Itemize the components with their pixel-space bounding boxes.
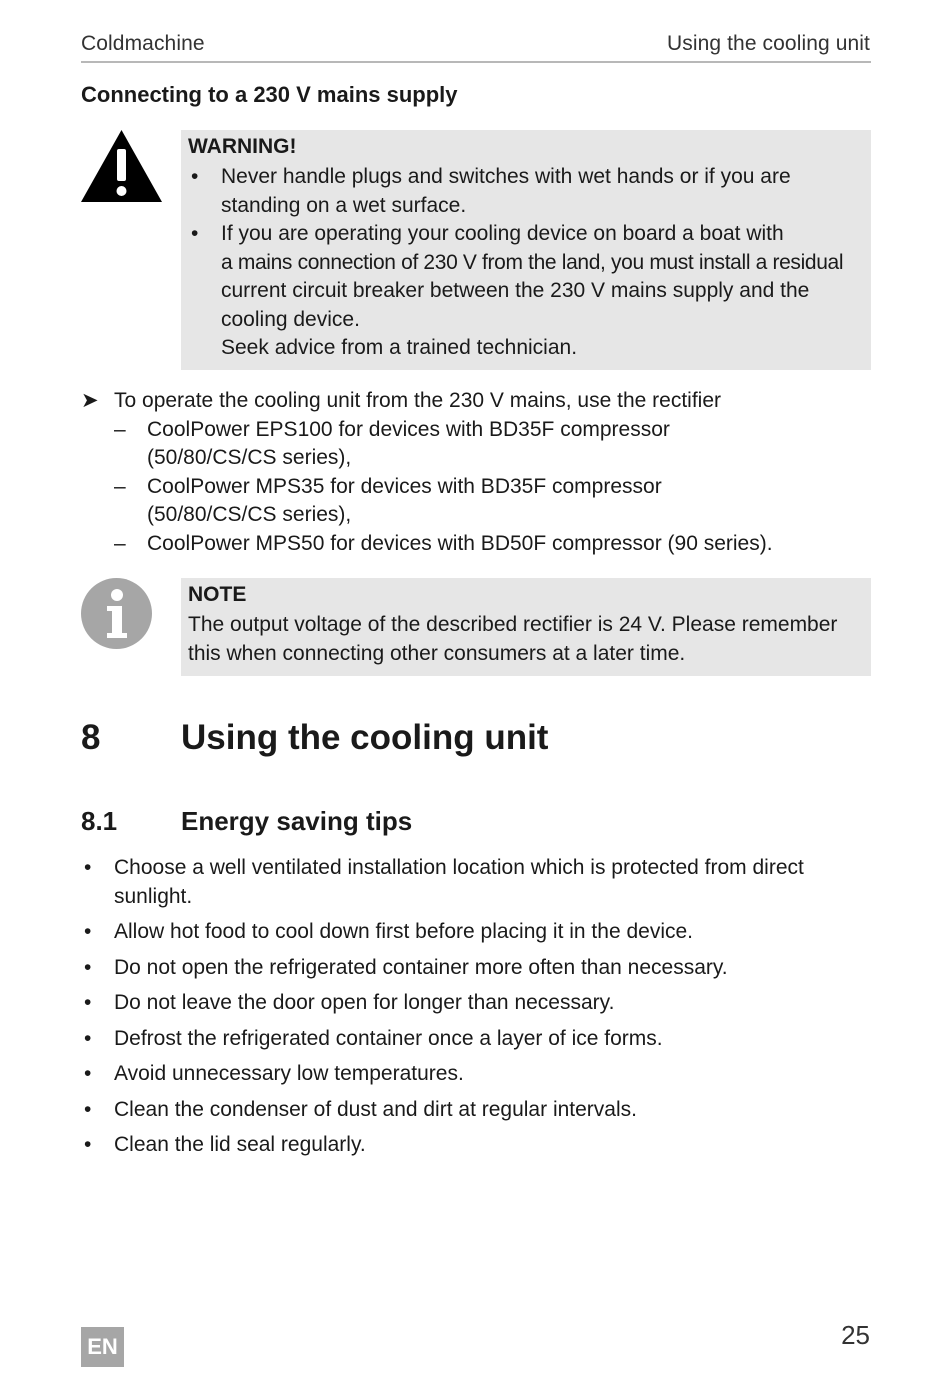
dash-icon: – — [114, 531, 126, 555]
warning-line: Never handle plugs and switches with wet hands or if you are — [221, 165, 791, 188]
subsection-number: 8.1 — [81, 806, 118, 836]
bullet-icon: • — [84, 991, 92, 1014]
tip-line: Clean the lid seal regularly. — [114, 1133, 366, 1156]
bullet-icon: • — [84, 1133, 92, 1156]
option-line: (50/80/CS/CS series), — [147, 446, 352, 469]
bullet-icon: • — [84, 1026, 92, 1050]
bullet-icon: • — [84, 955, 92, 979]
tip-line: Avoid unnecessary low temperatures. — [114, 1062, 464, 1085]
option-line: CoolPower MPS50 for devices with BD50F compressor (90 series). — [147, 531, 773, 555]
bullet-icon: • — [84, 1097, 92, 1121]
chapter-number: 8 — [81, 718, 101, 757]
step-text: To operate the cooling unit from the 230 V mains, use the rectifier — [114, 389, 722, 412]
bullet-icon: • — [191, 222, 199, 245]
bullet-icon: • — [191, 165, 199, 188]
list-item — [81, 1131, 871, 1160]
list-item — [81, 989, 871, 1018]
energy-tips-list — [81, 854, 871, 1167]
tip-line: Defrost the refrigerated container once a layer of ice forms. — [114, 1026, 663, 1050]
list-item — [114, 530, 854, 559]
step-arrow-icon: ➤ — [81, 389, 99, 412]
list-item — [81, 954, 871, 983]
tip-line: Allow hot food to cool down first before placing it in the device. — [114, 920, 693, 943]
note-box — [181, 578, 871, 676]
tip-line: Clean the condenser of dust and dirt at regular intervals. — [114, 1097, 637, 1121]
dash-icon: – — [114, 417, 126, 441]
list-item — [81, 1060, 871, 1089]
dash-icon: – — [114, 474, 126, 498]
language-badge: EN — [81, 1327, 124, 1367]
note-title: NOTE — [188, 583, 247, 606]
tip-line: sunlight. — [114, 884, 193, 908]
page-number: 25 — [841, 1320, 870, 1350]
subsection-title: Energy saving tips — [181, 806, 413, 836]
list-item — [81, 1096, 871, 1125]
note-line: The output voltage of the described rectifier is 24 V. Please remember — [188, 613, 838, 636]
warning-item — [188, 220, 868, 363]
warning-line: cooling device. — [221, 307, 360, 331]
warning-box — [181, 130, 871, 370]
warning-line: standing on a wet surface. — [221, 193, 467, 217]
list-item — [81, 854, 871, 911]
running-header-right: Using the cooling unit — [667, 32, 870, 55]
option-line: CoolPower MPS35 for devices with BD35F compressor — [147, 474, 662, 498]
warning-triangle-icon — [80, 129, 163, 203]
bullet-icon: • — [84, 856, 92, 879]
warning-item — [188, 163, 868, 220]
warning-line: Seek advice from a trained technician. — [221, 336, 578, 359]
bullet-icon: • — [84, 1062, 92, 1085]
list-item — [114, 473, 854, 530]
note-text — [188, 611, 864, 668]
running-header-left: Coldmachine — [81, 32, 205, 55]
warning-title: WARNING! — [188, 135, 297, 158]
warning-list — [188, 163, 868, 363]
warning-line: If you are operating your cooling device on board a boat with — [221, 222, 784, 245]
warning-line: a mains connection of 230 V from the land, you must install a residual — [221, 250, 844, 274]
section-heading: Connecting to a 230 V mains supply — [81, 82, 458, 107]
option-line: (50/80/CS/CS series), — [147, 503, 352, 526]
list-item — [81, 1025, 871, 1054]
bullet-icon: • — [84, 920, 92, 943]
tip-line: Choose a well ventilated installation location which is protected from direct — [114, 856, 804, 879]
tip-line: Do not leave the door open for longer than necessary. — [114, 991, 615, 1014]
list-item — [114, 416, 854, 473]
rectifier-options — [114, 416, 854, 559]
warning-line: current circuit breaker between the 230 V mains supply and the — [221, 279, 810, 302]
list-item — [81, 918, 871, 947]
header-rule — [81, 61, 871, 63]
option-line: CoolPower EPS100 for devices with BD35F compressor — [147, 417, 670, 441]
chapter-title: Using the cooling unit — [181, 718, 549, 757]
info-icon — [81, 578, 152, 649]
note-line: this when connecting other consumers at a later time. — [188, 641, 686, 665]
tip-line: Do not open the refrigerated container more often than necessary. — [114, 955, 728, 979]
